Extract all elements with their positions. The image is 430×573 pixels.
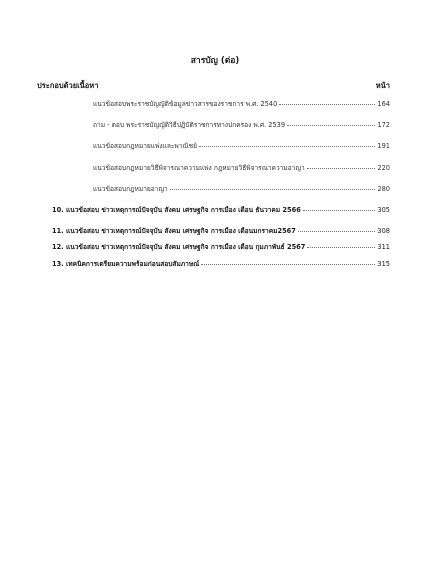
toc-chapter-entry (52, 241, 390, 252)
toc-entry-label: แนวข้อสอบกฎหมายอาญา (93, 185, 168, 193)
toc-entry (93, 119, 390, 130)
toc-entry-label: แนวข้อสอบกฎหมายแพ่งและพาณิชย์ (93, 142, 197, 150)
toc-chapter-entry (52, 225, 390, 236)
dot-leader (298, 231, 376, 232)
toc-entry-page: 172 (377, 121, 390, 129)
toc-entry-page: 280 (377, 185, 390, 193)
dot-leader (201, 264, 375, 265)
toc-entry-page: 220 (377, 164, 390, 172)
page-column-header: หน้า (375, 81, 390, 90)
contents-header-label: ประกอบด้วยเนื้อหา (37, 81, 99, 90)
toc-entry (93, 183, 390, 194)
dot-leader (307, 168, 376, 169)
toc-entry-label: 10. แนวข้อสอบ ข่าวเหตุการณ์ปัจจุบัน สังคม เศรษฐกิจ การเมือง เดือน ธันวาคม 2566 (52, 206, 301, 214)
dot-leader (199, 146, 375, 147)
toc-chapter-entry (52, 258, 390, 269)
dot-leader (303, 210, 376, 211)
toc-entry-page: 305 (377, 206, 390, 214)
dot-leader (170, 189, 376, 190)
toc-entry-page: 191 (377, 142, 390, 150)
toc-entry-label: 13. เทคนิคการเตรียมความพร้อมก่อนสอบสัมภาษณ์ (52, 260, 200, 268)
toc-entry (93, 140, 390, 151)
page-title: สารบัญ (ต่อ) (190, 56, 240, 66)
toc-entry-page: 315 (377, 260, 390, 268)
toc-entry-page: 308 (377, 227, 390, 235)
toc-entry-label: 12. แนวข้อสอบ ข่าวเหตุการณ์ปัจจุบัน สังคม เศรษฐกิจ การเมือง เดือน กุมภาพันธ์ 2567 (52, 243, 306, 251)
toc-entry-page: 311 (377, 243, 390, 251)
toc-chapter-entry (52, 204, 390, 215)
toc-entry-label: ถาม - ตอบ พระราชบัญญัติวิธีปฏิบัติราชการทางปกครอง พ.ศ. 2539 (93, 121, 286, 129)
dot-leader (287, 125, 375, 126)
dot-leader (279, 104, 375, 105)
toc-entry-label: แนวข้อสอบกฎหมายวิธีพิจารณาความแพ่ง กฎหมายวิธีพิจารณาความอาญา (93, 164, 305, 172)
toc-entry (93, 98, 390, 109)
toc-entry (93, 162, 390, 173)
dot-leader (307, 247, 375, 248)
toc-entry-label: แนวข้อสอบพระราชบัญญัติข้อมูลข่าวสารของราชการ พ.ศ. 2540 (93, 100, 278, 108)
toc-entry-label: 11. แนวข้อสอบ ข่าวเหตุการณ์ปัจจุบัน สังคม เศรษฐกิจ การเมือง เดือนมกราคม2567 (52, 227, 296, 235)
toc-entry-page: 164 (377, 100, 390, 108)
